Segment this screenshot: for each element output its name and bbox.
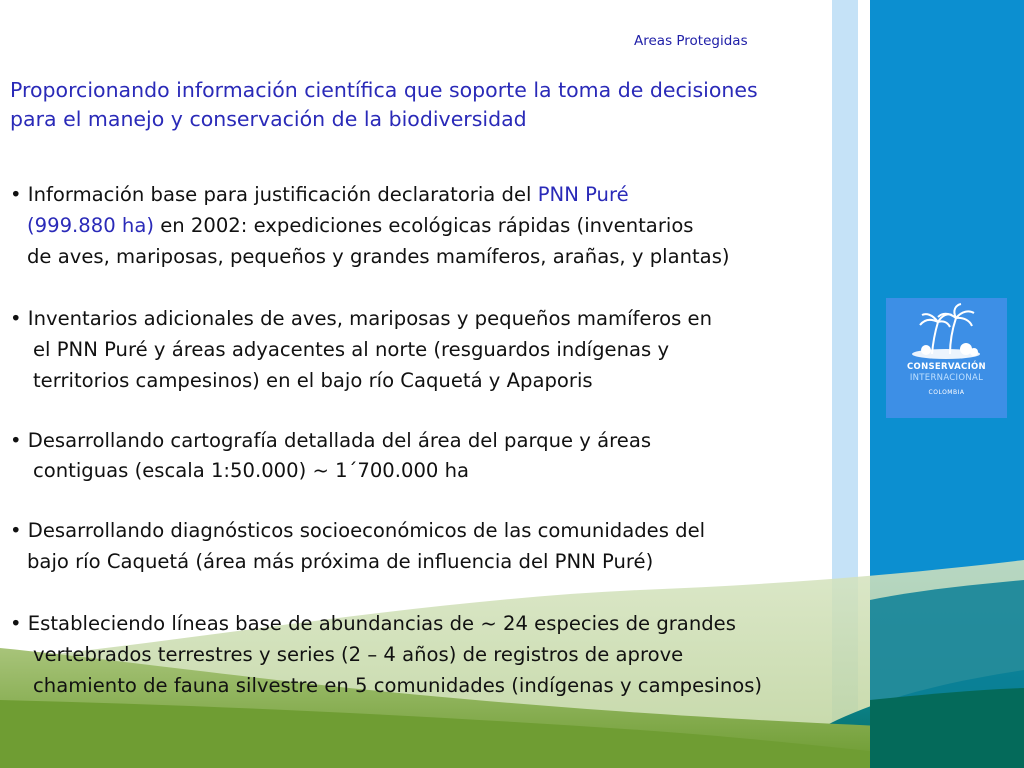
- bullet-text: el PNN Puré y áreas adyacentes al norte (resguardos indígenas y: [33, 338, 670, 361]
- bullet-line: [10, 609, 736, 639]
- bullet-line: [33, 640, 683, 670]
- bullet-text: en 2002: expediciones ecológicas rápidas (inventarios: [153, 214, 694, 237]
- bullet-text: chamiento de fauna silvestre en 5 comunidades (indígenas y campesinos): [33, 674, 763, 697]
- bullet-text: • Desarrollando diagnósticos socioeconómicos de las comunidades del: [10, 519, 706, 542]
- area-highlight: (999.880 ha): [27, 214, 154, 237]
- bullet-line: [33, 456, 469, 486]
- dark-teal-corner: [870, 688, 1024, 768]
- bullet-line: [27, 547, 653, 577]
- bullet-line: [10, 304, 712, 334]
- bullet-text: • Inventarios adicionales de aves, mariposas y pequeños mamíferos en: [10, 307, 712, 330]
- bullet-line: [33, 335, 669, 365]
- logo-text: INTERNACIONAL: [909, 373, 984, 383]
- headline-line: Proporcionando información científica que soporte la toma de decisiones: [10, 78, 758, 102]
- bullet-text: bajo río Caquetá (área más próxima de influencia del PNN Puré): [27, 550, 654, 573]
- bullet-line: [27, 211, 694, 241]
- bullet-line: [10, 426, 651, 456]
- bullet-line: [33, 366, 593, 396]
- bullet-line: [33, 671, 762, 701]
- bullet-text: vertebrados terrestres y series (2 – 4 años) de registros de aprove: [33, 643, 684, 666]
- bullet-text: de aves, mariposas, pequeños y grandes mamíferos, arañas, y plantas): [27, 245, 730, 268]
- bullet-text: • Desarrollando cartografía detallada del área del parque y áreas: [10, 429, 652, 452]
- headline-line: para el manejo y conservación de la biodiversidad: [10, 107, 527, 131]
- bullet-text: • Información base para justificación declaratoria del: [10, 183, 538, 206]
- slide-headline: [10, 76, 880, 134]
- bullet-line: [10, 180, 629, 210]
- logo-text: COLOMBIA: [928, 389, 965, 396]
- bullet-text: • Estableciendo líneas base de abundancias de ~ 24 especies de grandes: [10, 612, 736, 635]
- logo-text: CONSERVACIÓN: [907, 362, 986, 372]
- bullet-line: [10, 516, 705, 546]
- section-label: Areas Protegidas: [634, 33, 748, 49]
- park-name-highlight: PNN Puré: [537, 183, 629, 206]
- bullet-text: territorios campesinos) en el bajo río Caquetá y Apaporis: [33, 369, 593, 392]
- bullet-line: [27, 242, 730, 272]
- conservation-international-logo: [886, 298, 1007, 418]
- bullet-text: contiguas (escala 1:50.000) ~ 1´700.000 ha: [33, 459, 470, 482]
- palm-tree-icon: [886, 298, 1007, 362]
